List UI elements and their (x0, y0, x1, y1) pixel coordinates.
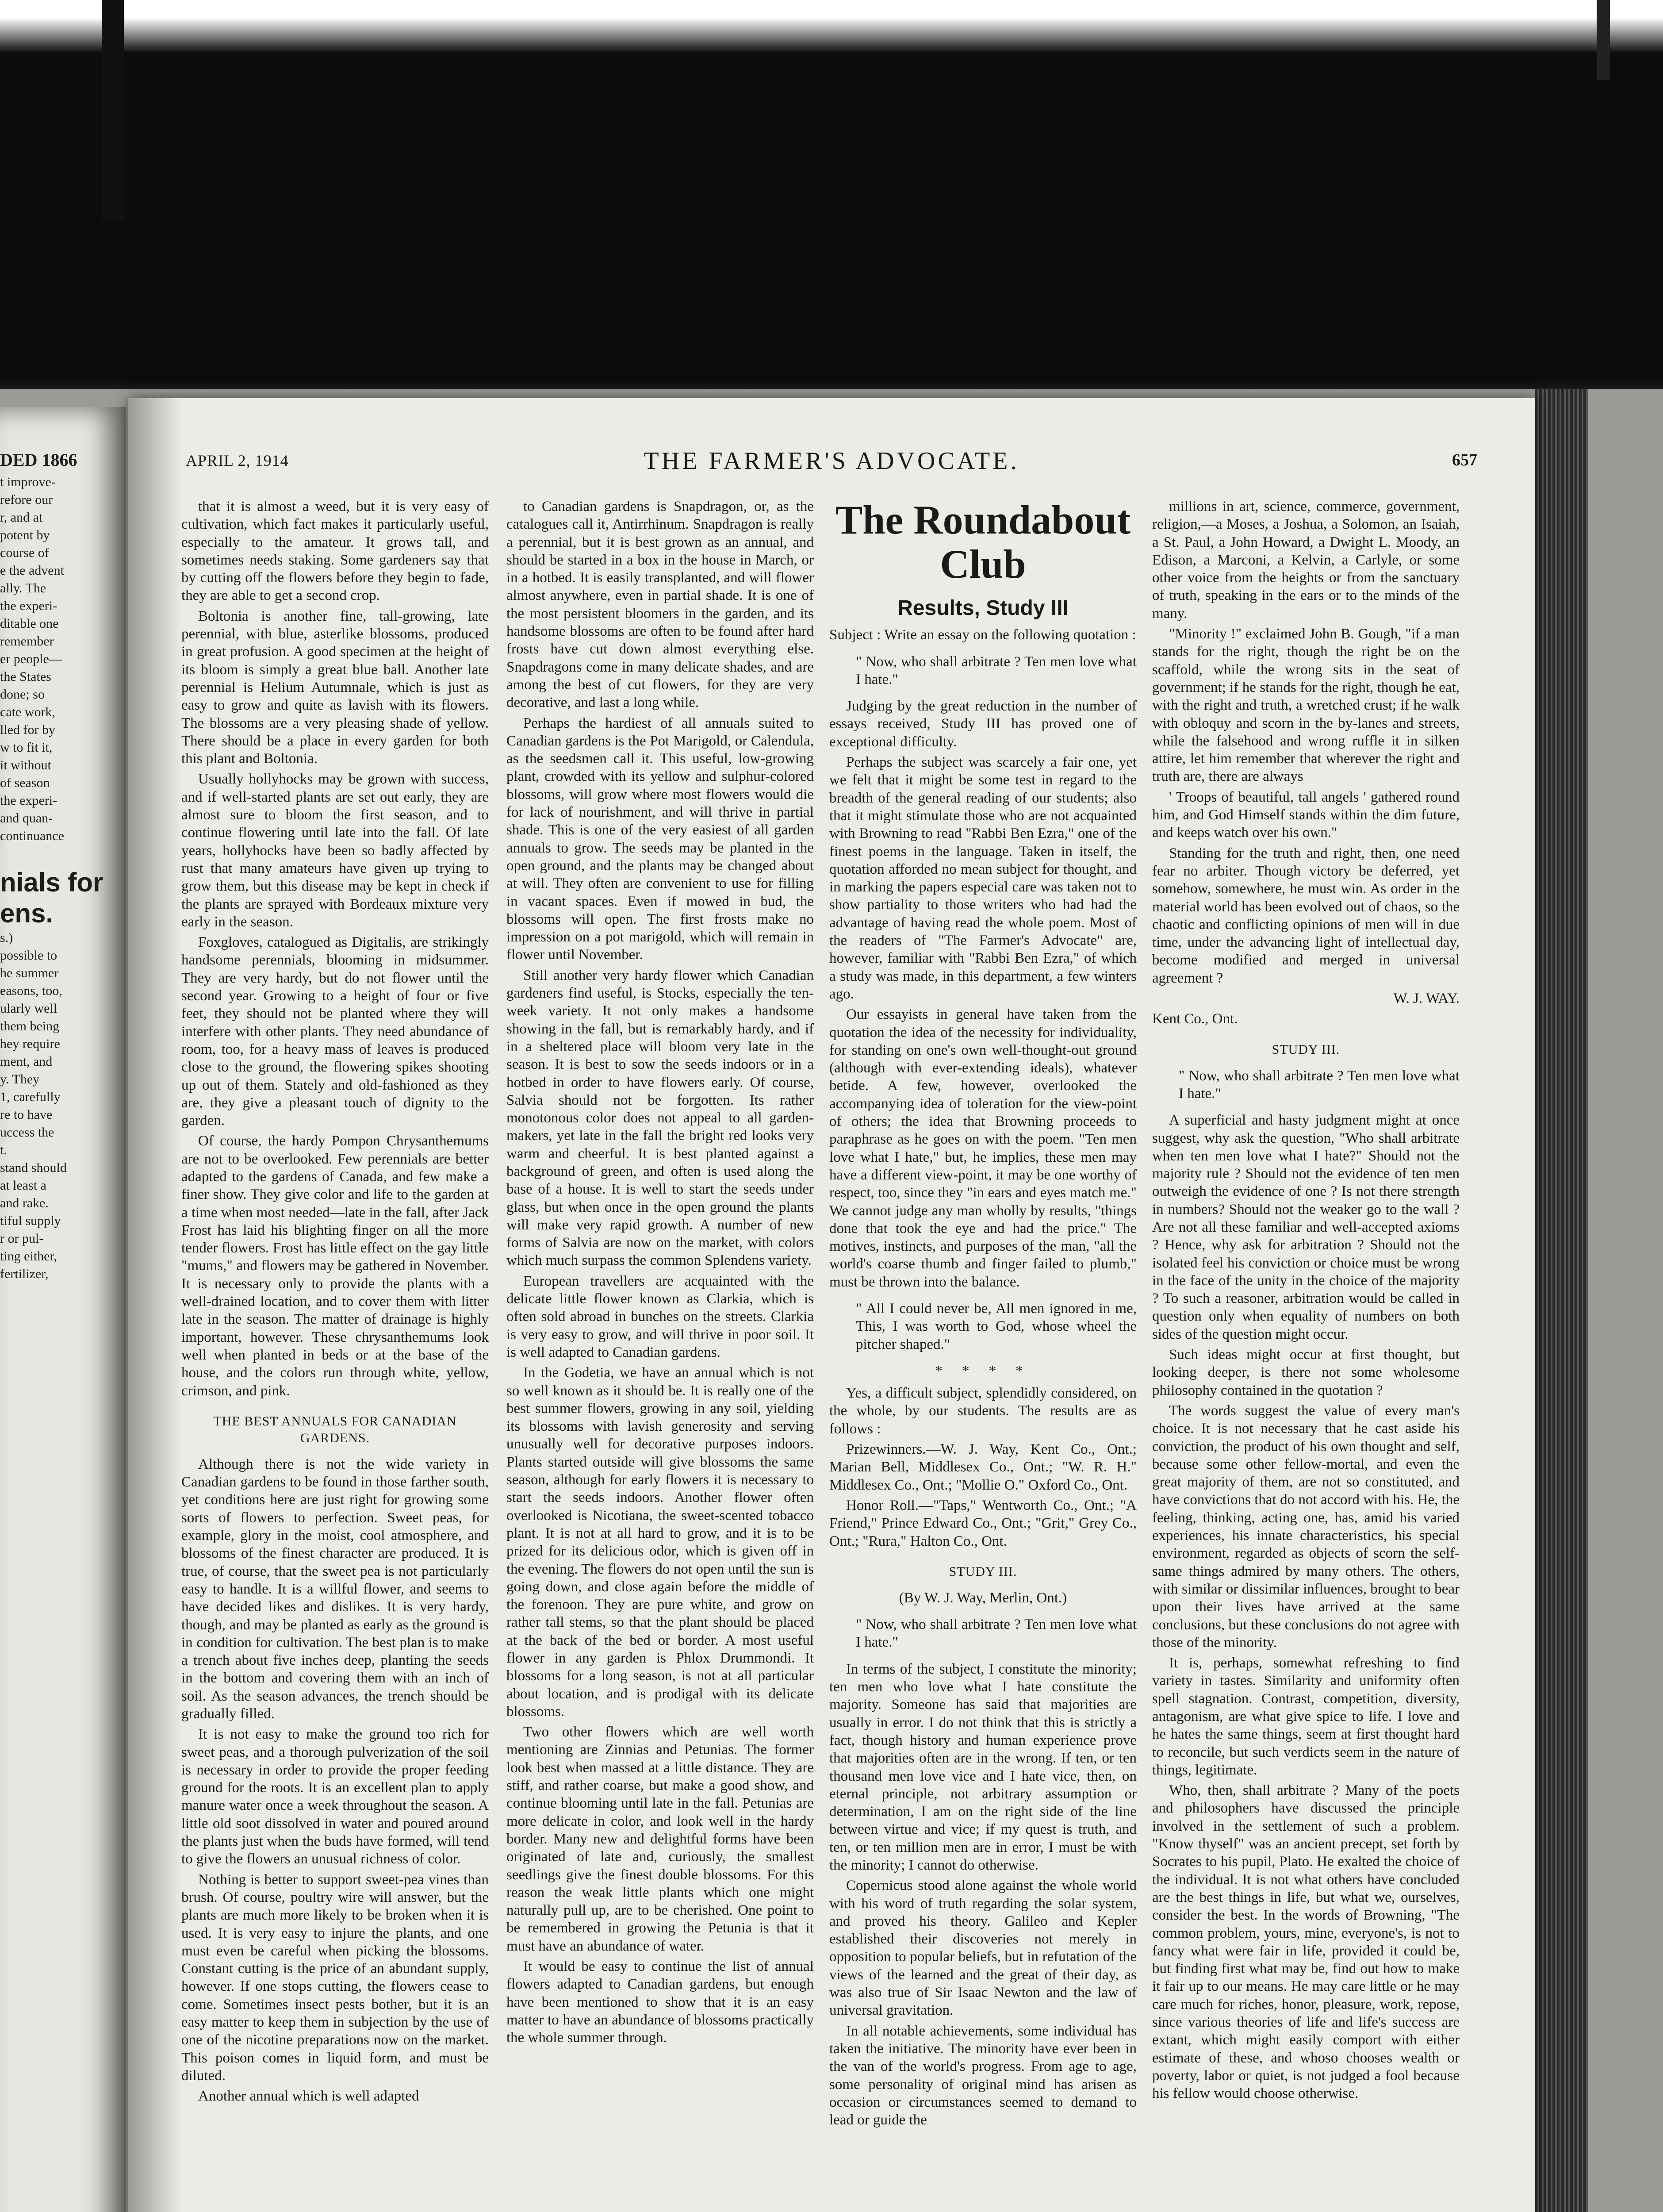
facing-page-line: stand should (0, 1160, 67, 1175)
facing-page-heading-1: nials for (0, 868, 103, 897)
facing-page-line: tiful supply (0, 1214, 61, 1228)
article-paragraph: Two other flowers which are well worth mentioning are Zinnias and Petunias. The former look best when massed at a little distance. They are stiff, and rather coarse, but make a good show, and continue blooming until late in the fall. Petunias are more delicate in color, and look well in the hardy border. Many new and delightful forms have been originated of late and, curiously, the smallest seedlings give the finest double blossoms. For this reason the weak little plants which one might naturally pull up, are to be cherished. One point to be remembered in growing the Petunia is that it must have an abundance of water. (506, 1724, 814, 1954)
article-paragraph: European travellers are acquainted with the delicate little flower known as Clarkia, which is often sold abroad in bunches on the streets. Clarkia is very easy to grow, and will thrive in poor soil. It is well adapted to Canadian gardens. (506, 1273, 814, 1360)
facing-page-line: hey require (0, 1037, 60, 1051)
essay-paragraph: ' Troops of beautiful, tall angels ' gathered round him, and God Himself stands within the dim future, and keeps watch over his own." (1152, 789, 1460, 841)
signature-location: Kent Co., Ont. (1152, 1011, 1238, 1027)
facing-page-line: ting either, (0, 1249, 57, 1263)
facing-page-line: the States (0, 669, 51, 684)
quotation: " Now, who shall arbitrate ? Ten men love what I hate." (856, 653, 1137, 687)
article-paragraph: Foxgloves, catalogued as Digitalis, are strikingly handsome perennials, blooming in midsummer. They are very hardy, but do not flower until the second year. Growing to a height of four or five feet, they should not be planted where they will interfere with other plants. They need abundance of room, too, for a heavy mass of leaves is produced close to the ground, the flowering spikes shooting up out of them. Stately and old-fashioned as they are, they give a pleasant touch of dignity to the garden. (181, 934, 489, 1129)
facing-page-line: at least a (0, 1178, 46, 1193)
facing-page-line: fertilizer, (0, 1267, 49, 1281)
facing-page-line: and rake. (0, 1196, 49, 1210)
club-paragraph: Prizewinners.—W. J. Way, Kent Co., Ont.; Marian Bell, Middlesex Co., Ont.; "W. R. H." Middlesex Co., Ont.; "Mollie O." Oxford Co., Ont. (829, 1441, 1137, 1493)
facing-page-line: r or pul- (0, 1231, 44, 1246)
publication-title: THE FARMER'S ADVOCATE. (644, 447, 1019, 475)
facing-page-line: lled for by (0, 722, 55, 737)
binding-bar-right (1597, 0, 1610, 80)
club-paragraph: Perhaps the subject was scarcely a fair one, yet we felt that it might be some test in regard to the breadth of the general reading of our students; also that it might stimulate those who are not acquainted with Browning to read "Rabbi Ben Ezra," one of the finest poems in the language. Taken in itself, the quotation afforded no mean subject for thought, and in marking the papers especial care was taken not to show partiality to those writers who had had the advantage of having read the whole poem. Most of the readers of "The Farmer's Advocate" are, however, familiar with "Rabbi Ben Ezra," of which a study was made, in this department, a few winters ago. (829, 754, 1137, 1002)
article-paragraph: to Canadian gardens is Snapdragon, or, as the catalogues call it, Antirrhinum. Snapdragon is really a perennial, but it is best grown as an annual, and should be started in a box in the house in March, or in a hotbed. It is easily transplanted, and will flower almost anywhere, even in partial shade. It is one of the most persistent bloomers in the garden, and its handsome blossoms are often to be found after hard frosts have cut down almost everything else. Snapdragons come in many delicate shades, and are among the best of cut flowers, for they are very decorative, and last a long while. (506, 499, 814, 711)
page-number: 657 (1452, 451, 1477, 469)
essay-paragraph: "Minority !" exclaimed John B. Gough, "if a man stands for the right, though the right be on the scaffold, while the wrong sits in the seat of government; if he stands for the right, though he eat, with the right and truth, a wretched crust; if he walk with obloquy and scorn in the by-lanes and streets, while the falsehood and wrong ruffle it in silken attire, let him remember that wherever the right and truth are, there are always (1152, 626, 1460, 785)
binding-bar (102, 0, 124, 221)
facing-page-line: the experi- (0, 793, 57, 808)
facing-page-line: remember (0, 634, 54, 649)
facing-page-line: them being (0, 1019, 60, 1033)
facing-page-line: w to fit it, (0, 740, 53, 755)
essay-paragraph: millions in art, science, commerce, government, religion,—a Moses, a Joshua, a Solomon, an Isaiah, a St. Paul, a John Howard, a Dwight L. Moody, an Edison, a Marconi, a Kelvin, a Carlyle, or some other voice from the heights or from the sanctuary of truth, speaking in the ears or to the minds of the many. (1152, 499, 1460, 622)
facing-page-line: it without (0, 758, 51, 772)
club-paragraph: Our essayists in general have taken from the quotation the idea of the necessity for individuality, for standing on one's own well-thought-out ground (although with ever-extending ideals), whatever betide. A few, however, overlooked the accompanying idea of toleration for the view-point of others; the idea that Browning proceeds to paraphrase as he goes on with the poem. "Ten men love what I hate," but, he implies, these men may have a different view-point, it may be one worthy of respect, too, since they "in ears and eyes match me." We cannot judge any man wholly by results, "things done that took the eye and had the price." The motives, instincts, and purposes of the man, "all the world's coarse thumb and finger failed to plumb," must be thrown into the balance. (829, 1006, 1137, 1290)
book-page-edges (1535, 389, 1588, 2212)
facing-page-line: and quan- (0, 811, 53, 826)
facing-page-line: potent by (0, 528, 50, 542)
essay-paragraph: It is, perhaps, somewhat refreshing to find variety in tastes. Similarity and uniformity often spell stagnation. Contrast, competition, diversity, antagonism, are what give spice to life. I love and he hates the same things, seem at first thought hard to reconcile, but such verdicts seem in the nature of things, legitimate. (1152, 1655, 1460, 1778)
facing-page-line: of season (0, 776, 50, 790)
article-paragraph: Of course, the hardy Pompon Chrysanthemums are not to be overlooked. Few perennials are better adapted to the gardens of Canada, and few make a finer show. They give color and life to the garden at a time when most needed—late in the fall, after Jack Frost has laid his blighting finger on all the more tender flowers. Frost has little effect on the gay little "mums," and flowers may be gathered in November. It is necessary only to provide the plants with a well-drained location, and to cover them with litter late in the season. The matter of drainage is highly important, however. These chrysanthemums look well when planted in beds or at the base of the house, and the colors run through white, yellow, crimson, and pink. (181, 1133, 489, 1399)
facing-page-line: ditable one (0, 616, 59, 631)
byline: (By W. J. Way, Merlin, Ont.) (899, 1590, 1067, 1606)
facing-page-line: done; so (0, 687, 45, 702)
study-heading-2: STUDY III. (1272, 1042, 1340, 1057)
article-paragraph: In the Godetia, we have an annual which is not so well known as it should be. It is really one of the best summer flowers, growing in any soil, yielding its blossoms with lavish generosity and serving unusually well for decorative purposes indoors. Plants started outside will give blossoms the same season, although for early flowers it is necessary to start the seeds indoors. Another flower often overlooked is Nicotiana, the sweet-scented tobacco plant. It is not at all hard to grow, and it is to be prized for its delicious odor, which is given off in the evening. The flowers do not open until the sun is going down, and close again before the middle of the forenoon. They are pure white, and grow on rather tall stems, so that the plant should be placed at the back of the bed or border. A most useful flower in any garden is Phlox Drummondi. It blossoms for a long season, is not at all particular about location, and is prodigal with its delicate blossoms. (506, 1365, 814, 1720)
section-divider: * * * * (935, 1363, 1031, 1379)
newspaper-page (128, 398, 1535, 2212)
facing-page-line: ularly well (0, 1001, 57, 1016)
essay-paragraph: Who, then, shall arbitrate ? Many of the poets and philosophers have discussed the principle involved in the settlement of such a problem. "Know thyself" was an ancient precept, set forth by Socrates to his pupil, Plato. He exalted the choice of the individual. It is not what others have concluded are the best things in life, but what we, ourselves, consider the best. In the words of Browning, "The common problem, yours, mine, everyone's, is not to fancy what were fair in life, provided it could be, but finding first what may be, find out how to make it fair up to our means. He may care little or he may care much for riches, honor, pleasure, work, repose, since various theories of life and life's success are extant, which might easily comport with either estimate of these, and whoso chooses wealth or poverty, labor or quiet, is not judged a fool because his fellow would choose otherwise. (1152, 1782, 1460, 2102)
essay-paragraph: A superficial and hasty judgment might at once suggest, why ask the question, "Who shall arbitrate when ten men love what I hate?" Should not the majority rule ? Should not the evidence of ten men outweigh the evidence of one ? Is not there strength in numbers? Should not the weaker go to the wall ? Are not all these familiar and well-accepted axioms ? Hence, why ask for arbitration ? Should not the isolated feel his conviction or choice must be wrong in the face of the unity in the choice of the majority ? To such a reasoner, arbitration would be called in question only when equality of numbers on both sides of the question might occur. (1152, 1112, 1460, 1342)
essay-paragraph: Standing for the truth and right, then, one need fear no arbiter. Though victory be deferred, yet somehow, somewhere, he must win. As order in the material world has been evolved out of chaos, so the chaotic and conflicting opinions of men will in due time, under the advancing light of intellectual day, become modified and merged in universal agreement ? (1152, 845, 1460, 986)
facing-page-line: ment, and (0, 1054, 53, 1069)
article-paragraph: Boltonia is another fine, tall-growing, late perennial, with blue, asterlike blossoms, produced in great profusion. A good specimen at the height of its bloom is simply a great blue ball. Another late perennial is Helium Autumnale, which is just as easy to grow and quite as lavish with its flowers. The blossoms are a very pleasing shade of yellow. There should be a place in every garden for both this plant and Boltonia. (181, 608, 489, 767)
article-paragraph: Although there is not the wide variety in Canadian gardens to be found in those farther south, yet conditions here are just right for growing some sorts of flowers to perfection. Sweet peas, for example, glory in the moist, cool atmosphere, and blossoms of the finest character are produced. It is true, of course, that the sweet pea is not particularly easy to handle. It is a willful flower, and seems to have decided likes and dislikes. It is very hardy, though, and may be planted as early as the ground is in condition for cultivation. The best plan is to make a trench about five inches deep, planting the seeds in the bottom and covering them with an inch of soil. As the season advances, the trench should be gradually filled. (181, 1456, 489, 1722)
results-heading: Results, Study III (897, 596, 1069, 620)
quotation-3: " Now, who shall arbitrate ? Ten men love what I hate." (1179, 1068, 1460, 1102)
column-2 (506, 498, 814, 2212)
scan-background-top (0, 0, 1663, 389)
facing-page-line: uccess the (0, 1125, 54, 1140)
facing-page-line: t. (0, 1143, 7, 1157)
facing-page-line: ally. The (0, 581, 46, 595)
facing-page-fragment (0, 407, 126, 2212)
facing-page-line: 1, carefully (0, 1090, 61, 1104)
facing-page-line: continuance (0, 829, 64, 843)
facing-page-line: possible to (0, 948, 57, 963)
verse-quotation: " All I could never be, All men ignored in me, This, I was worth to God, whose wheel the pitcher shaped." (856, 1300, 1137, 1352)
essay-paragraph: Copernicus stood alone against the whole world with his word of truth regarding the solar system, and proved his theory. Galileo and Kepler established their discoveries not merely in opposition to popular beliefs, but in refutation of the views of the learned and the great of their day, as was also true of Sir Isaac Newton and the law of universal gravitation. (829, 1878, 1137, 2019)
facing-page-line: he summer (0, 966, 59, 980)
article-paragraph: Still another very hardy flower which Canadian gardeners find useful, is Stocks, especially the ten-week variety. It not only makes a handsome showing in the fall, but is remarkably hardy, and if in a sheltered place will bloom very late in the season. It is best to sow the seeds indoors or in a hotbed in order to have flowers early. Of course, Salvia should not be forgotten. Its rather monotonous color does not appeal to all garden-makers, yet late in the fall the bright red looks very warm and cheerful. It is best planted against a background of green, and often is used along the base of a house. It is well to start the seeds under glass, but when once in the open ground the plants will make very rapid growth. A number of new forms of Salvia are now on the market, with colors which much surpass the common Splendens variety. (506, 967, 814, 1269)
club-paragraph: Yes, a difficult subject, splendidly considered, on the whole, by our students. The results are as follows : (829, 1385, 1137, 1437)
roundabout-club-title: The Roundabout Club (835, 498, 1131, 587)
column-1 (181, 498, 489, 2212)
quotation-2: " Now, who shall arbitrate ? Ten men love what I hate." (856, 1617, 1137, 1651)
article-paragraph: that it is almost a weed, but it is very easy of cultivation, which fact makes it particularly useful, especially to the amateur. It grows tall, and sometimes needs staking. Some gardeners say that by cutting off the flowers before they begin to fade, they are able to get a second crop. (181, 499, 489, 604)
essay-paragraph: In terms of the subject, I constitute the minority; ten men who love what I hate constitute the majority. Someone has said that majorities are usually in error. I do not think that this is strictly a fact, though history and human experience prove that majorities often are in the wrong. If ten, or ten thousand men love vice and I hate vice, then, on eternal principle, not arbitrary assumption or determination, I am on the right side of the line between virtue and vice; if my quest is truth, and ten, or ten million men are in error, I must be with the minority; I cannot do otherwise. (829, 1661, 1137, 1873)
facing-page-line: refore our (0, 492, 53, 507)
subject-line: Subject : Write an essay on the following quotation : (829, 627, 1136, 643)
facing-page-lines (0, 473, 126, 845)
article-paragraph: Usually hollyhocks may be grown with success, and if well-started plants are set out early, they are almost sure to bloom the first season, and to continue flowering until late into the fall. Of late years, hollyhocks have been so badly affected by rust that many amateurs have given up trying to grow them, but this disease may be kept in check if the plants are sprayed with Bordeaux mixture very early in the season. (181, 771, 489, 930)
facing-page-line: er people— (0, 652, 62, 666)
article-paragraph: Nothing is better to support sweet-pea vines than brush. Of course, poultry wire will answer, but the plants are much more likely to be broken when it is used. It is very easy to injure the plants, and one must even be careful when picking the blossoms. Constant cutting is the price of an abundant supply, however. If one stops cutting, the flowers cease to come. Sometimes insect pests bother, but it is an easy matter to keep them in subjection by the use of one of the nicotine preparations now on the market. This poison comes in liquid form, and must be diluted. (181, 1871, 489, 2084)
facing-page-line: re to have (0, 1107, 53, 1122)
facing-page-line: easons, too, (0, 983, 62, 998)
column-4 (1152, 498, 1460, 2212)
essay-paragraph: Such ideas might occur at first thought, but looking deeper, is there not some wholesome philosophy contained in the quotation ? (1152, 1347, 1460, 1398)
issue-date: APRIL 2, 1914 (186, 452, 289, 469)
facing-page-line: e the advent (0, 563, 64, 578)
article-paragraph: Perhaps the hardiest of all annuals suited to Canadian gardens is the Pot Marigold, or Calendula, as the seedsmen call it. This useful, low-growing plant, crowded with its yellow and sulphur-colored blossoms, will grow where most flowers would die for lack of nourishment, and will thrive in partial shade. This is one of the very easiest of all garden annuals to grow. The seeds may be planted in the open ground, and the plants may be changed about at will. They often are convenient to use for filling in vacant spaces. Even if mowed in bud, the blossoms will open. The first frosts make no impression on a pot marigold, which will remain in flower until November. (506, 715, 814, 963)
facing-page-line: s.) (0, 930, 13, 945)
facing-page-dated: DED 1866 (0, 450, 77, 470)
article-paragraph: Another annual which is well adapted (198, 2088, 419, 2104)
facing-page-heading-2: ens. (0, 899, 54, 928)
article-paragraph: It would be easy to continue the list of annual flowers adapted to Canadian gardens, but enough have been mentioned to show that it is an easy matter to have an abundance of blossoms practically the whole summer through. (506, 1959, 814, 2046)
facing-page-line: t improve- (0, 475, 56, 489)
article-paragraph: It is not easy to make the ground too rich for sweet peas, and a thorough pulverization of the soil is necessary in order to provide the proper feeding ground for the roots. It is an excellent plan to apply manure water once a week throughout the season. A little old soot dissolved in water and poured around the plants just when the buds have formed, will tend to give the flowers an unusual richness of color. (181, 1726, 489, 1867)
facing-page-line: cate work, (0, 705, 55, 719)
club-paragraph: Judging by the great reduction in the number of essays received, Study III has proved one of exceptional difficulty. (829, 698, 1137, 750)
column-3 (829, 498, 1137, 2212)
facing-page-line: r, and at (0, 510, 43, 525)
signature: W. J. WAY. (1393, 991, 1460, 1007)
running-head (186, 447, 1477, 473)
essay-paragraph: In all notable achievements, some individual has taken the initiative. The minority have ever been in the van of the world's progress. From age to age, some personality of original mind has arisen as occasion or circumstances seemed to demand to lead or guide the (829, 2023, 1137, 2128)
facing-page-line: the experi- (0, 599, 57, 613)
facing-page-line: course of (0, 545, 49, 560)
facing-page-lines-2 (0, 929, 126, 1283)
facing-page-line: y. They (0, 1072, 40, 1087)
essay-paragraph: The words suggest the value of every man's choice. It is not necessary that he cast aside his conviction, the product of his own thought and self, because some other fellow-mortal, and even the great majority of them, are not so constituted, and have convictions that do not accord with his. He, the feeling, thinking, acting one, has, amid his varied experiences, his innate characteristics, his special environment, regarded as objects of scorn the self-same things admired by many others. The others, with similar or dissimilar influences, brought to bear upon their lives have arrived at the same conclusions, but these conclusions do not agree with those of the minority. (1152, 1402, 1460, 1651)
club-paragraph: Honor Roll.—"Taps," Wentworth Co., Ont.; "A Friend," Prince Edward Co., Ont.; "Grit," Grey Co., Ont.; "Rura," Halton Co., Ont. (829, 1497, 1137, 1549)
annuals-heading: THE BEST ANNUALS FOR CANADIAN GARDENS. (213, 1413, 457, 1445)
study-heading: STUDY III. (949, 1564, 1017, 1579)
